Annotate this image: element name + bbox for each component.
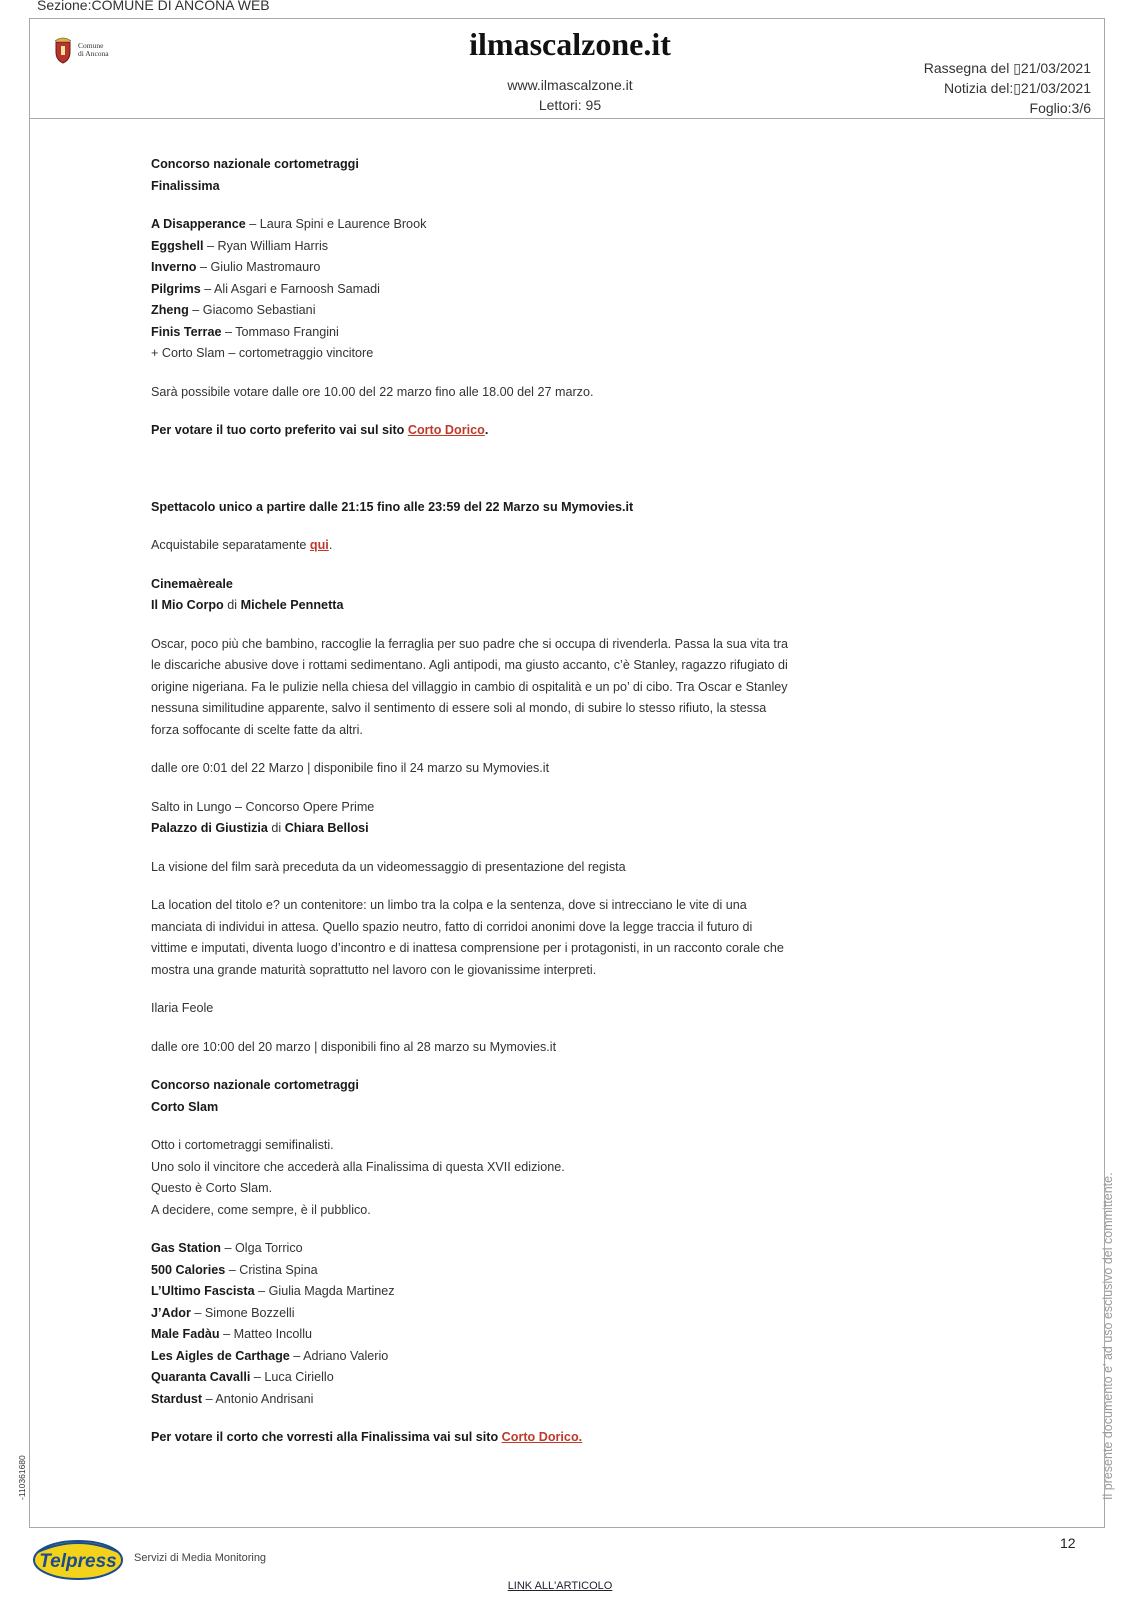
corto-dorico-link-2[interactable]: Corto Dorico. (501, 1430, 583, 1444)
salto-section: Salto in Lungo – Concorso Opere Prime (151, 799, 375, 814)
block1-subtitle: Finalissima (151, 178, 220, 193)
service-label: Servizi di Media Monitoring (134, 1552, 267, 1564)
list-item: Gas Station – Olga Torrico (151, 1241, 303, 1255)
list-item: J’Ador – Simone Bozzelli (151, 1305, 295, 1320)
film2-title: Palazzo di Giustizia (151, 821, 268, 835)
telpress-brand: Telpress (39, 1551, 117, 1572)
cinema-section: Cinemaèreale (151, 576, 233, 591)
semifinalists-list (151, 1238, 791, 1410)
section-label: Sezione:COMUNE DI ANCONA WEB (37, 0, 270, 13)
masthead-title: ilmascalzone.it (469, 26, 671, 62)
film2-note: La visione del film sarà preceduta da un videomessaggio di presentazione del regista (151, 859, 626, 874)
block2-heading (151, 1075, 791, 1118)
telpress-logo (32, 1538, 124, 1587)
usage-disclaimer: Il presente documento e' ad uso esclusivo del committente. (1101, 1172, 1115, 1500)
corto-dorico-link[interactable]: Corto Dorico (407, 423, 485, 437)
page-number: 12 (1060, 1535, 1076, 1551)
list-item: Pilgrims – Ali Asgari e Farnoosh Samadi (151, 281, 380, 296)
block2-subtitle: Corto Slam (151, 1099, 219, 1114)
corto-slam-line: + Corto Slam – cortometraggio vincitore (151, 346, 374, 360)
vote-cta-1: Per votare il tuo corto preferito vai sul sito Corto Dorico. (151, 423, 489, 437)
comune-logo (52, 36, 109, 64)
logo-text-line1: Comune (78, 41, 104, 50)
film1-synopsis: Oscar, poco più che bambino, raccoglie la ferraglia per suo padre che si occupa di rivenderla. Passa la sua vita tra le discariche abusive dove i rottami sedimentano. Agli antipodi, ma giusto accanto, c’è Stanley, ragazzo rifugiato di origine nigeriana. Fa le pulizie nella chiesa del villaggio in cambio di ospitalità e un po’ di cibo. Tra Oscar e Stanley nessuna similitudine apparente, salvo il sentimento di essere soli al mondo, di subire lo stesso rifiuto, la stessa forza soffocante di scelte fatte da altri. (151, 636, 789, 737)
film1-heading: Cinemaèreale Il Mio Corpo di Michele Pennetta (151, 576, 344, 612)
list-item: Finis Terrae – Tommaso Frangini (151, 324, 339, 339)
logo-text-line2: di Ancona (78, 49, 109, 58)
block1-title: Concorso nazionale cortometraggi (151, 157, 359, 171)
telpress-logo-icon (32, 1538, 124, 1582)
list-item: A Disapperance – Laura Spini e Laurence Brook (151, 217, 427, 231)
film1-director: Michele Pennetta (240, 598, 344, 612)
film2-director: Chiara Bellosi (284, 821, 369, 835)
article-link[interactable]: LINK ALL'ARTICOLO (507, 1580, 613, 1592)
review-meta (924, 58, 1091, 118)
list-item: Inverno – Giulio Mastromauro (151, 260, 321, 274)
list-item: 500 Calories – Cristina Spina (151, 1262, 318, 1277)
acquistabile-line: Acquistabile separatamente qui. (151, 538, 333, 552)
list-item: Zheng – Giacomo Sebastiani (151, 303, 316, 317)
qui-link[interactable]: qui (309, 538, 329, 552)
film1-title: Il Mio Corpo (151, 598, 224, 612)
article-body (151, 154, 791, 1466)
crest-icon (52, 36, 74, 64)
film2-heading: Salto in Lungo – Concorso Opere Prime Palazzo di Giustizia di Chiara Bellosi (151, 799, 375, 835)
block1-heading (151, 154, 791, 197)
film1-schedule: dalle ore 0:01 del 22 Marzo | disponibile fino il 24 marzo su Mymovies.it (151, 761, 550, 775)
news-date: Notizia del:▯21/03/2021 (943, 80, 1091, 96)
list-item: Male Fadàu – Matteo Incollu (151, 1327, 312, 1341)
list-item: Stardust – Antonio Andrisani (151, 1391, 314, 1406)
list-item: Eggshell – Ryan William Harris (151, 238, 329, 253)
block2-title: Concorso nazionale cortometraggi (151, 1078, 359, 1092)
signature: Ilaria Feole (151, 1001, 214, 1015)
corto-slam-intro: Otto i cortometraggi semifinalisti. Uno solo il vincitore che accederà alla Finalissima di questa XVII edizione. Questo è Corto Slam. A decidere, come sempre, è il pubblico. (151, 1138, 565, 1217)
site-url[interactable]: www.ilmascalzone.it (507, 77, 633, 93)
list-item: L’Ultimo Fascista – Giulia Magda Martinez (151, 1284, 395, 1298)
vote-period: Sarà possibile votare dalle ore 10.00 del 22 marzo fino alle 18.00 del 27 marzo. (151, 384, 594, 399)
finalists-list (151, 214, 791, 365)
header-divider (29, 118, 1105, 119)
film2-schedule: dalle ore 10:00 del 20 marzo | disponibili fino al 28 marzo su Mymovies.it (151, 1039, 557, 1054)
document-id: -110361680 (17, 1455, 27, 1500)
list-item: Quaranta Cavalli – Luca Ciriello (151, 1370, 334, 1384)
sheet-number: Foglio:3/6 (1029, 100, 1091, 116)
spettacolo-line: Spettacolo unico a partire dalle 21:15 fino alle 23:59 del 22 Marzo su Mymovies.it (151, 499, 634, 514)
film2-synopsis: La location del titolo e? un contenitore: un limbo tra la colpa e la sentenza, dove si intrecciano le vite di una manciata di individui in attesa. Quello spazio neutro, fatto di corridoi anonimi dove la legge traccia il futuro di vittime e imputati, diventa luogo d’incontro e di inattesa comprensione per i protagonisti, in un racconto corale che mostra una grande maturità soprattutto nel lavoro con le giovanissime interpreti. (151, 898, 784, 977)
review-date: Rassegna del ▯21/03/2021 (923, 60, 1091, 76)
readers-count: Lettori: 95 (538, 97, 602, 113)
vote-cta-2: Per votare il corto che vorresti alla Finalissima vai sul sito Corto Dorico. (151, 1430, 583, 1444)
list-item: Les Aigles de Carthage – Adriano Valerio (151, 1348, 389, 1363)
